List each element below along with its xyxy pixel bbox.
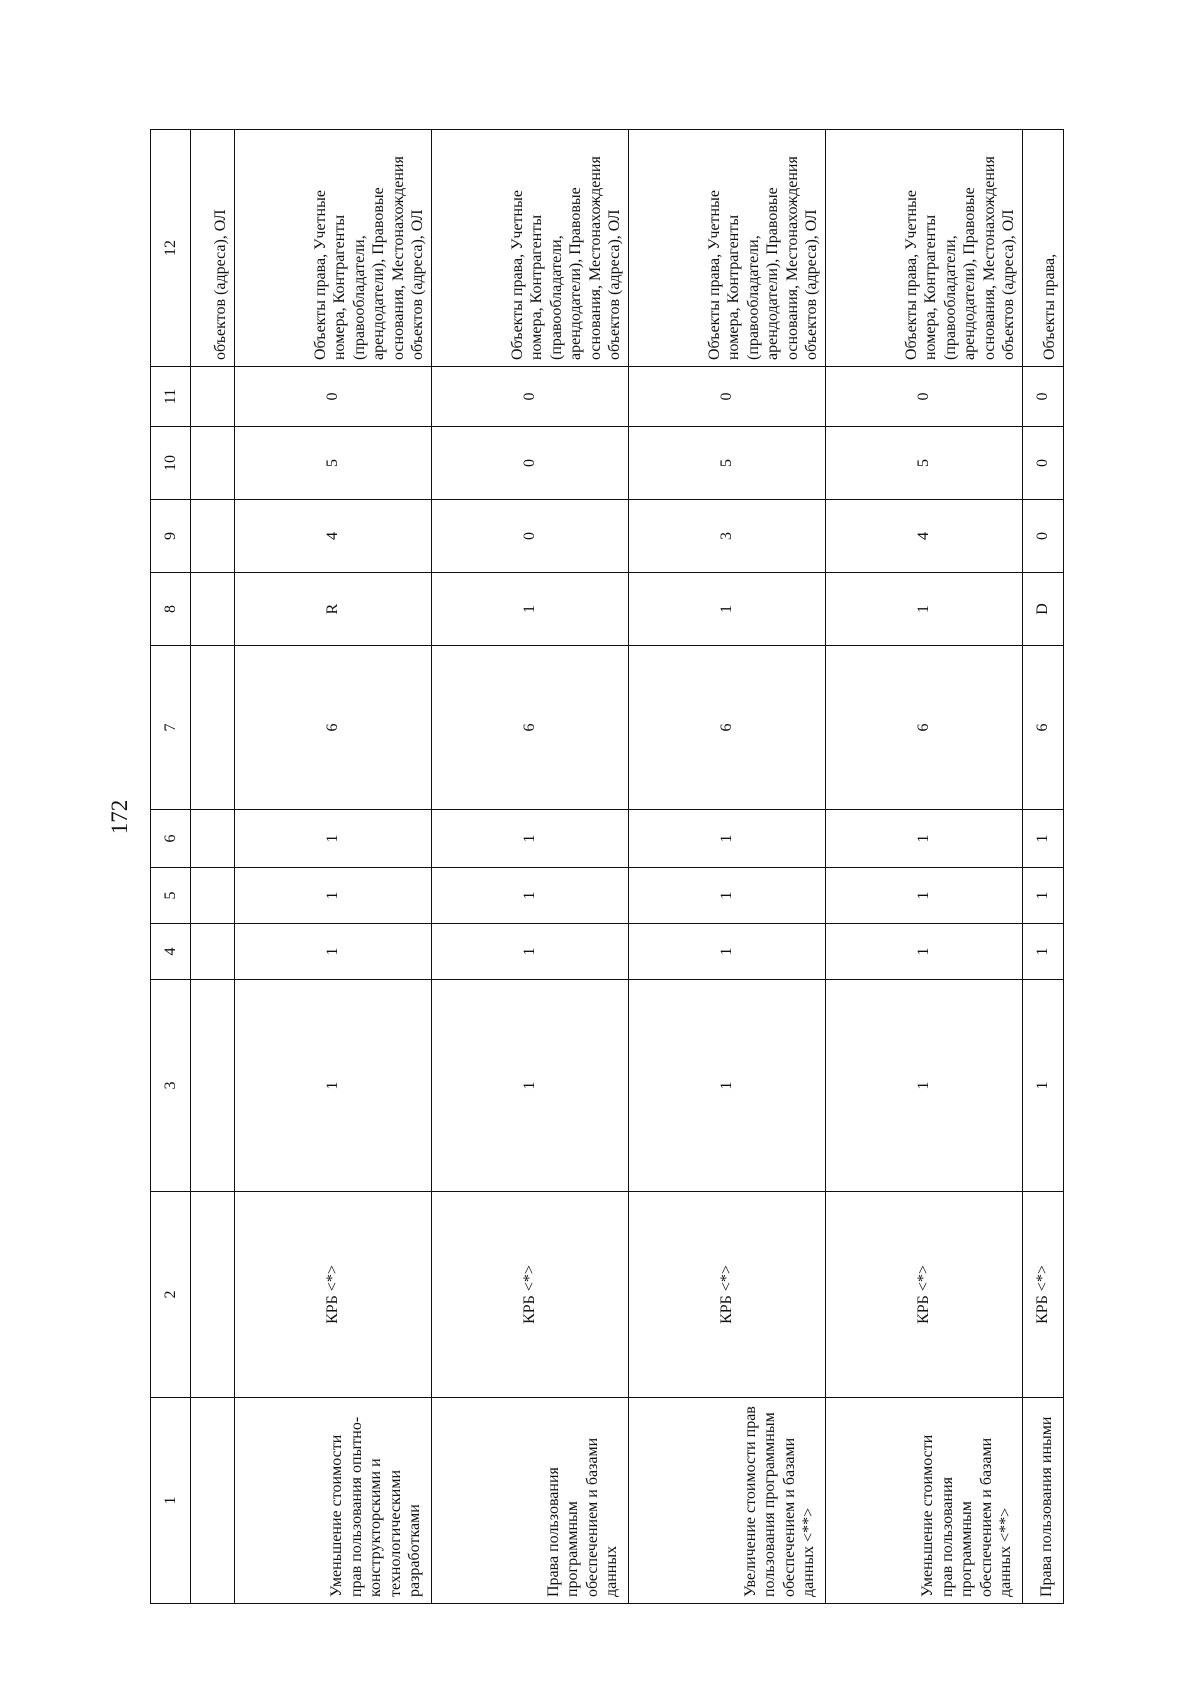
table-cell-col-4: 1 xyxy=(1023,924,1064,980)
table-row xyxy=(1023,130,1064,1604)
table-cell-col-4: 1 xyxy=(629,924,826,980)
column-header-10: 10 xyxy=(151,427,191,500)
table-cell-col-1 xyxy=(191,1398,235,1604)
table-cell-col-8 xyxy=(191,573,235,646)
table-cell-col-6 xyxy=(191,810,235,868)
table-cell-col-7: 6 xyxy=(629,646,826,810)
table-cell-col-1: Права пользования программным обеспечением и базами данных xyxy=(432,1398,629,1604)
table-body xyxy=(191,130,1064,1604)
table-cell-col-1: Права пользования иными xyxy=(1023,1398,1064,1604)
table-cell-col-4: 1 xyxy=(826,924,1023,980)
table-cell-col-3: 1 xyxy=(826,980,1023,1192)
table-cell-col-3: 1 xyxy=(432,980,629,1192)
table-cell-col-2 xyxy=(191,1192,235,1398)
table-cell-col-11: 0 xyxy=(826,367,1023,427)
table-cell-col-1: Уменьшение стоимости прав пользования опытно-конструкторскими и технологическими разработками xyxy=(235,1398,432,1604)
table-cell-col-5: 1 xyxy=(235,868,432,924)
table-cell-col-10: 5 xyxy=(826,427,1023,500)
data-table xyxy=(150,129,1064,1604)
table-cell-col-7: 6 xyxy=(235,646,432,810)
column-header-5: 5 xyxy=(151,868,191,924)
table-cell-col-9 xyxy=(191,500,235,573)
header-row xyxy=(151,130,191,1604)
table-cell-col-2: КРБ <*> xyxy=(826,1192,1023,1398)
table-cell-col-7: 6 xyxy=(826,646,1023,810)
table-cell-col-4 xyxy=(191,924,235,980)
rotated-table-container xyxy=(150,130,1063,1604)
page-number: 172 xyxy=(107,799,132,835)
column-header-2: 2 xyxy=(151,1192,191,1398)
table-cell-col-5: 1 xyxy=(432,868,629,924)
column-header-7: 7 xyxy=(151,646,191,810)
table-cell-col-5: 1 xyxy=(826,868,1023,924)
table-cell-col-10 xyxy=(191,427,235,500)
table-cell-col-5: 1 xyxy=(1023,868,1064,924)
table-cell-col-7: 6 xyxy=(1023,646,1064,810)
table-cell-col-11: 0 xyxy=(1023,367,1064,427)
table-cell-col-11 xyxy=(191,367,235,427)
table-row xyxy=(432,130,629,1604)
table-row xyxy=(629,130,826,1604)
table-cell-col-12: Объекты права, Учетные номера, Контрагенты (правообладатели, арендодатели), Правовые основания, Местонахождения объектов (адреса), ОЛ xyxy=(235,130,432,367)
table-cell-col-4: 1 xyxy=(432,924,629,980)
table-cell-col-10: 0 xyxy=(1023,427,1064,500)
table-cell-col-5 xyxy=(191,868,235,924)
table-cell-col-5: 1 xyxy=(629,868,826,924)
table-cell-col-8: D xyxy=(1023,573,1064,646)
table-cell-col-10: 5 xyxy=(629,427,826,500)
table-cell-col-4: 1 xyxy=(235,924,432,980)
table-cell-col-2: КРБ <*> xyxy=(1023,1192,1064,1398)
table-cell-col-6: 1 xyxy=(235,810,432,868)
table-cell-col-8: 1 xyxy=(629,573,826,646)
table-cell-col-9: 4 xyxy=(235,500,432,573)
table-cell-col-12: Объекты права, Учетные номера, Контрагенты (правообладатели, арендодатели), Правовые основания, Местонахождения объектов (адреса), ОЛ xyxy=(826,130,1023,367)
table-cell-col-6: 1 xyxy=(1023,810,1064,868)
table-cell-col-3: 1 xyxy=(235,980,432,1192)
table-cell-col-3: 1 xyxy=(1023,980,1064,1192)
table-cell-col-9: 0 xyxy=(1023,500,1064,573)
table-cell-col-1: Уменьшение стоимости прав пользования программным обеспечением и базами данных <**> xyxy=(826,1398,1023,1604)
table-cell-col-8: R xyxy=(235,573,432,646)
table-cell-col-9: 4 xyxy=(826,500,1023,573)
column-header-6: 6 xyxy=(151,810,191,868)
table-cell-col-2: КРБ <*> xyxy=(432,1192,629,1398)
column-header-3: 3 xyxy=(151,980,191,1192)
table-row xyxy=(235,130,432,1604)
table-cell-col-12: объектов (адреса), ОЛ xyxy=(191,130,235,367)
table-cell-col-3: 1 xyxy=(629,980,826,1192)
table-cell-col-1: Увеличение стоимости прав пользования программным обеспечением и базами данных <**> xyxy=(629,1398,826,1604)
table-cell-col-7 xyxy=(191,646,235,810)
table-cell-col-9: 3 xyxy=(629,500,826,573)
column-header-11: 11 xyxy=(151,367,191,427)
column-header-1: 1 xyxy=(151,1398,191,1604)
column-header-12: 12 xyxy=(151,130,191,367)
table-cell-col-11: 0 xyxy=(432,367,629,427)
table-cell-col-11: 0 xyxy=(629,367,826,427)
table-cell-col-9: 0 xyxy=(432,500,629,573)
table-cell-col-8: 1 xyxy=(432,573,629,646)
table-cell-col-12: Объекты права, Учетные номера, Контрагенты (правообладатели, арендодатели), Правовые основания, Местонахождения объектов (адреса), ОЛ xyxy=(629,130,826,367)
table-cell-col-12: Объекты права, Учетные номера, Контрагенты (правообладатели, арендодатели), Правовые основания, Местонахождения объектов (адреса), ОЛ xyxy=(432,130,629,367)
table-cell-col-12: Объекты права, xyxy=(1023,130,1064,367)
table-cell-col-8: 1 xyxy=(826,573,1023,646)
table-cell-col-10: 0 xyxy=(432,427,629,500)
table-cell-col-3 xyxy=(191,980,235,1192)
column-header-9: 9 xyxy=(151,500,191,573)
table-cell-col-2: КРБ <*> xyxy=(629,1192,826,1398)
column-header-8: 8 xyxy=(151,573,191,646)
table-row xyxy=(191,130,235,1604)
table-cell-col-11: 0 xyxy=(235,367,432,427)
table-cell-col-10: 5 xyxy=(235,427,432,500)
table-cell-col-6: 1 xyxy=(826,810,1023,868)
column-header-4: 4 xyxy=(151,924,191,980)
table-cell-col-2: КРБ <*> xyxy=(235,1192,432,1398)
table-row xyxy=(826,130,1023,1604)
table-cell-col-6: 1 xyxy=(629,810,826,868)
table-cell-col-7: 6 xyxy=(432,646,629,810)
table-cell-col-6: 1 xyxy=(432,810,629,868)
